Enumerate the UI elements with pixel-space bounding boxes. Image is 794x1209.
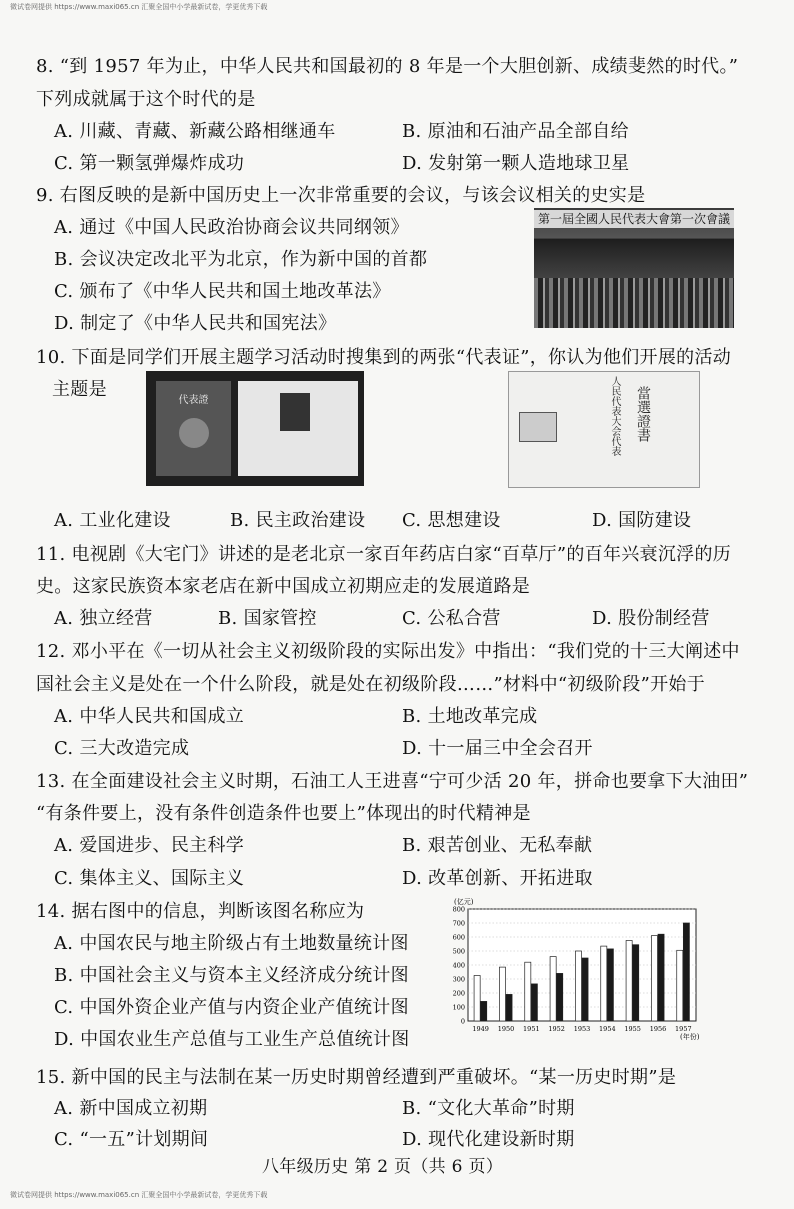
q13-option-d[interactable]: D. 改革创新、开拓进取 bbox=[402, 868, 593, 889]
chart-bar-black bbox=[557, 973, 563, 1021]
q8-option-a[interactable]: A. 川藏、青藏、新藏公路相继通车 bbox=[54, 121, 336, 142]
chart-bar-white bbox=[499, 967, 505, 1021]
q10-option-c[interactable]: C. 思想建设 bbox=[402, 510, 501, 531]
chart-ytick-label: 100 bbox=[452, 1003, 465, 1012]
q15-stem: 15. 新中国的民主与法制在某一历史时期曾经遭到严重破坏。“某一历史时期”是 bbox=[36, 1067, 677, 1088]
chart-bar-white bbox=[677, 950, 683, 1021]
chart-bar-white bbox=[651, 936, 657, 1021]
page-footer: 八年级历史 第 2 页（共 6 页） bbox=[262, 1157, 504, 1177]
chart-ylabel: (亿元) bbox=[454, 898, 474, 906]
footer-note: 微试卷网提供 https://www.maxi065.cn 汇聚全国中小学最新试卷，学更优秀下载 bbox=[10, 1191, 268, 1199]
q10-cert-text1: 人民代表大会代表 bbox=[609, 376, 620, 456]
q8-option-c[interactable]: C. 第一颗氢弹爆炸成功 bbox=[54, 153, 245, 174]
chart-ytick-label: 300 bbox=[452, 975, 465, 984]
q14-option-a[interactable]: A. 中国农民与地主阶级占有土地数量统计图 bbox=[54, 933, 409, 954]
chart-ytick-label: 600 bbox=[452, 933, 465, 942]
chart-xtick-label: 1954 bbox=[599, 1025, 616, 1033]
q12-option-c[interactable]: C. 三大改造完成 bbox=[54, 738, 190, 759]
chart-ytick-label: 500 bbox=[452, 947, 465, 956]
q10-option-b[interactable]: B. 民主政治建设 bbox=[230, 510, 366, 531]
q11-stem-line2: 史。这家民族资本家老店在新中国成立初期应走的发展道路是 bbox=[36, 576, 531, 597]
q8-stem-line1: 8. “到 1957 年为止，中华人民共和国最初的 8 年是一个大胆创新、成绩斐然的时代。” bbox=[36, 56, 739, 77]
q9-meeting-photo bbox=[534, 208, 734, 328]
chart-ytick-label: 800 bbox=[452, 905, 465, 914]
q9-stem: 9. 右图反映的是新中国历史上一次非常重要的会议，与该会议相关的史实是 bbox=[36, 185, 646, 206]
q14-option-b[interactable]: B. 中国社会主义与资本主义经济成分统计图 bbox=[54, 965, 409, 986]
q11-option-a[interactable]: A. 独立经营 bbox=[54, 608, 153, 629]
q12-option-d[interactable]: D. 十一届三中全会召开 bbox=[402, 738, 593, 759]
chart-xtick-label: 1950 bbox=[497, 1025, 515, 1033]
chart-bar-white bbox=[601, 946, 607, 1021]
q11-option-c[interactable]: C. 公私合营 bbox=[402, 608, 501, 629]
chart-xtick-label: 1951 bbox=[523, 1025, 540, 1033]
q9-option-a[interactable]: A. 通过《中国人民政治协商会议共同纲领》 bbox=[54, 217, 409, 238]
q8-option-d[interactable]: D. 发射第一颗人造地球卫星 bbox=[402, 153, 630, 174]
header-note: 微试卷网提供 https://www.maxi065.cn 汇聚全国中小学最新试卷，学更优秀下载 bbox=[10, 3, 268, 11]
chart-xtick-label: 1949 bbox=[472, 1025, 489, 1033]
q15-option-a[interactable]: A. 新中国成立初期 bbox=[54, 1098, 208, 1119]
q15-option-c[interactable]: C. “一五”计划期间 bbox=[54, 1129, 209, 1150]
portrait-icon bbox=[280, 393, 310, 431]
chart-bar-white bbox=[575, 951, 581, 1021]
q9-option-c[interactable]: C. 颁布了《中华人民共和国土地改革法》 bbox=[54, 281, 391, 302]
chart-ytick-label: 200 bbox=[452, 989, 465, 998]
q12-option-a[interactable]: A. 中华人民共和国成立 bbox=[54, 706, 245, 727]
chart-xtick-label: 1956 bbox=[649, 1025, 667, 1033]
q14-bar-chart bbox=[448, 893, 708, 1048]
q15-option-d[interactable]: D. 现代化建设新时期 bbox=[402, 1129, 575, 1150]
chart-bar-black bbox=[683, 923, 689, 1021]
chart-bar-white bbox=[474, 976, 480, 1022]
chart-bar-black bbox=[582, 958, 588, 1021]
chart-bar-black bbox=[531, 984, 537, 1021]
q14-option-c[interactable]: C. 中国外资企业产值与内资企业产值统计图 bbox=[54, 997, 409, 1018]
q12-option-b[interactable]: B. 土地改革完成 bbox=[402, 706, 538, 727]
q13-stem-line1: 13. 在全面建设社会主义时期，石油工人王进喜“宁可少活 20 年，拼命也要拿下大油田” bbox=[36, 771, 749, 792]
q10-delegate-card-photo bbox=[146, 371, 364, 486]
q8-stem-line2: 下列成就属于这个时代的是 bbox=[36, 89, 256, 110]
chart-xtick-label: 1957 bbox=[675, 1025, 692, 1033]
chart-ytick-label: 700 bbox=[452, 919, 465, 928]
q14-stem: 14. 据右图中的信息，判断该图名称应为 bbox=[36, 901, 365, 922]
q10-stem-line2: 主题是 bbox=[52, 379, 107, 400]
q10-stem-line1: 10. 下面是同学们开展主题学习活动时搜集到的两张“代表证”，你认为他们开展的活动 bbox=[36, 347, 732, 368]
q13-option-c[interactable]: C. 集体主义、国际主义 bbox=[54, 868, 245, 889]
q12-stem-line2: 国社会主义是处在一个什么阶段，就是处在初级阶段……”材料中“初级阶段”开始于 bbox=[36, 674, 706, 695]
chart-bar-white bbox=[550, 957, 556, 1021]
q13-option-b[interactable]: B. 艰苦创业、无私奉献 bbox=[402, 835, 593, 856]
chart-bar-white bbox=[626, 941, 632, 1022]
q11-stem-line1: 11. 电视剧《大宅门》讲述的是老北京一家百年药店白家“百草厅”的百年兴衰沉浮的历 bbox=[36, 544, 732, 565]
chart-bar-black bbox=[633, 945, 639, 1021]
q10-certificate-photo bbox=[508, 371, 700, 488]
q13-option-a[interactable]: A. 爱国进步、民主科学 bbox=[54, 835, 245, 856]
chart-bar-white bbox=[525, 962, 531, 1021]
q10-cert-text2: 當選證書 bbox=[635, 386, 651, 442]
q10-card-cover-title: 代表證 bbox=[178, 395, 209, 406]
q9-option-d[interactable]: D. 制定了《中华人民共和国宪法》 bbox=[54, 313, 337, 334]
q10-card-cover bbox=[156, 381, 231, 476]
chart-xtick-label: 1955 bbox=[624, 1025, 641, 1033]
q14-option-d[interactable]: D. 中国农业生产总值与工业生产总值统计图 bbox=[54, 1029, 410, 1050]
q9-photo-crowd bbox=[534, 278, 734, 328]
chart-ytick-label: 400 bbox=[452, 961, 465, 970]
q9-option-b[interactable]: B. 会议决定改北平为北京，作为新中国的首都 bbox=[54, 249, 428, 270]
chart-xtick-label: 1952 bbox=[548, 1025, 565, 1033]
q10-option-a[interactable]: A. 工业化建设 bbox=[54, 510, 171, 531]
q10-card-inner bbox=[238, 381, 358, 476]
chart-bar-black bbox=[607, 949, 613, 1021]
q15-option-b[interactable]: B. “文化大革命”时期 bbox=[402, 1098, 575, 1119]
seal-stamp-icon bbox=[519, 412, 557, 442]
q12-stem-line1: 12. 邓小平在《一切从社会主义初级阶段的实际出发》中指出：“我们党的十三大阐述中 bbox=[36, 641, 740, 662]
chart-xtick-label: 1953 bbox=[573, 1025, 591, 1033]
chart-ytick-label: 0 bbox=[460, 1017, 465, 1026]
q10-option-d[interactable]: D. 国防建设 bbox=[592, 510, 692, 531]
q11-option-d[interactable]: D. 股份制经营 bbox=[592, 608, 710, 629]
chart-bar-black bbox=[506, 994, 512, 1021]
q8-option-b[interactable]: B. 原油和石油产品全部自给 bbox=[402, 121, 629, 142]
q9-photo-banner: 第一屆全國人民代表大會第一次會議 bbox=[534, 210, 734, 228]
chart-bar-black bbox=[481, 1001, 487, 1021]
chart-bar-black bbox=[658, 934, 664, 1021]
chart-xlabel: (年份) bbox=[680, 1033, 700, 1041]
q13-stem-line2: “有条件要上，没有条件创造条件也要上”体现出的时代精神是 bbox=[36, 803, 531, 824]
national-emblem-icon bbox=[179, 418, 209, 448]
q11-option-b[interactable]: B. 国家管控 bbox=[218, 608, 317, 629]
